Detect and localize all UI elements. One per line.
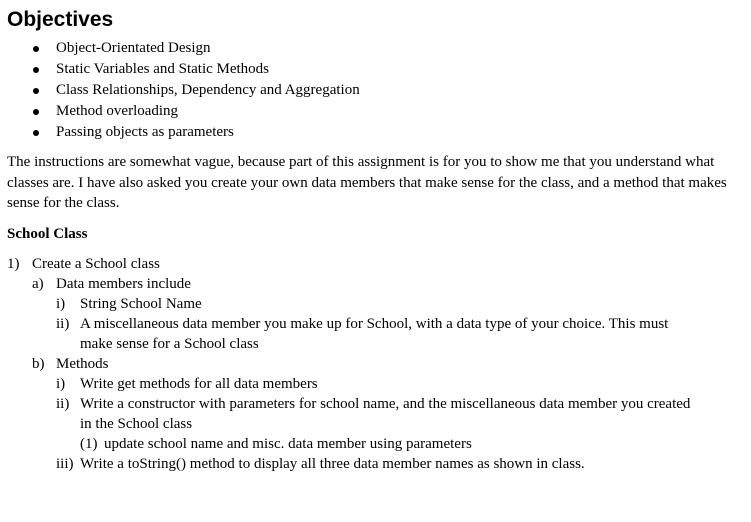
step-b-ii-line-1: Write a constructor with parameters for school name, and the miscellaneous data member you created — [80, 396, 691, 412]
step-a-ii-number: ii) — [56, 316, 70, 332]
step-b-i-number: i) — [56, 376, 66, 392]
objective-text: Object-Orientated Design — [56, 40, 211, 56]
step-b-iii-text: Write a toString() method to display all three data member names as shown in class. — [80, 456, 585, 472]
step-b-ii-number: ii) — [56, 396, 70, 412]
step-a-ii-line-2: make sense for a School class — [80, 336, 259, 352]
objectives-heading: Objectives — [7, 8, 114, 31]
step-a-i-text: String School Name — [80, 296, 202, 312]
step-b-ii-line-2: in the School class — [80, 416, 193, 432]
bullet-icon — [33, 67, 39, 73]
bullet-icon — [33, 46, 39, 52]
step-b-i-text: Write get methods for all data members — [80, 376, 318, 392]
step-a-number: a) — [32, 276, 44, 292]
step-b-ii-1-text: update school name and misc. data member using parameters — [104, 436, 472, 452]
step-1-number: 1) — [7, 256, 20, 272]
step-a-ii-line-1: A miscellaneous data member you make up for School, with a data type of your choice. This must — [80, 316, 669, 332]
step-b-iii-number: iii) — [56, 456, 74, 472]
step-b-number: b) — [32, 356, 45, 372]
school-class-heading: School Class — [7, 226, 88, 242]
step-a-text: Data members include — [56, 276, 191, 292]
objective-text: Class Relationships, Dependency and Aggregation — [56, 82, 360, 98]
bullet-icon — [33, 88, 39, 94]
objective-text: Static Variables and Static Methods — [56, 61, 270, 77]
bullet-icon — [33, 130, 39, 136]
intro-paragraph: The instructions are somewhat vague, because part of this assignment is for you to show me that you understand what classes are. I have also asked you create your own data members that make sense for the class, and a method that makes sense for the class. — [7, 154, 727, 211]
step-a-i-number: i) — [56, 296, 66, 312]
objective-text: Method overloading — [56, 103, 179, 119]
step-b-ii-1-number: (1) — [80, 436, 98, 452]
objective-text: Passing objects as parameters — [56, 124, 234, 140]
step-b-text: Methods — [56, 356, 109, 372]
step-1-text: Create a School class — [32, 256, 160, 272]
bullet-icon — [33, 109, 39, 115]
